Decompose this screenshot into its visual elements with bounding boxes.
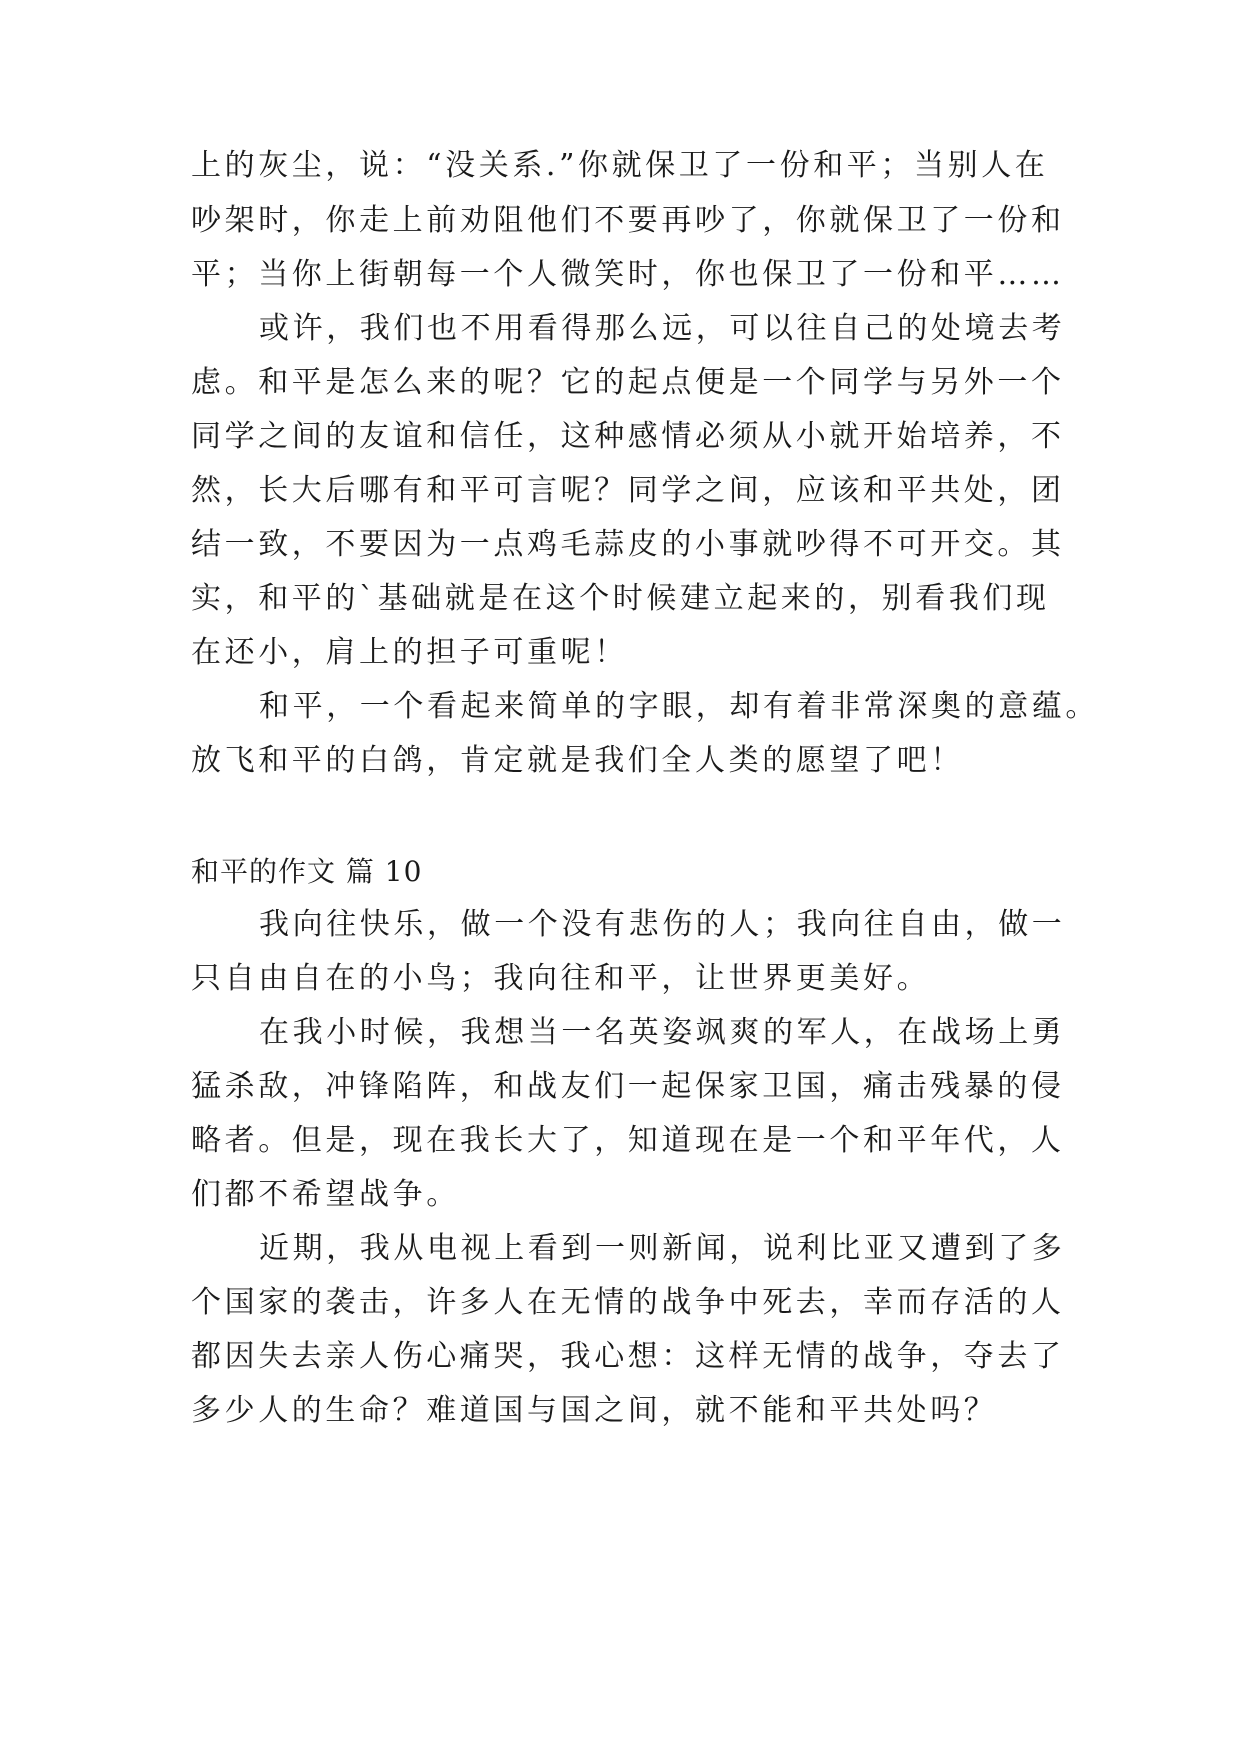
paragraph-line: 或许，我们也不用看得那么远，可以往自己的处境去考 <box>259 311 1066 346</box>
paragraph-line: 上的灰尘，说：“没关系.”你就保卫了一份和平；当别人在 <box>191 148 1049 183</box>
paragraph-line: 然，长大后哪有和平可言呢？同学之间，应该和平共处，团 <box>191 473 1065 508</box>
paragraph-line: 平；当你上街朝每一个人微笑时，你也保卫了一份和平…… <box>191 257 1065 292</box>
paragraph-line: 在我小时候，我想当一名英姿飒爽的军人，在战场上勇 <box>259 1015 1066 1050</box>
paragraph-line: 放飞和平的白鸽，肯定就是我们全人类的愿望了吧！ <box>191 743 964 778</box>
paragraph-line: 在还小，肩上的担子可重呢！ <box>191 635 628 670</box>
paragraph-line: 近期，我从电视上看到一则新闻，说利比亚又遭到了多 <box>259 1231 1066 1266</box>
paragraph-line: 我向往快乐，做一个没有悲伤的人；我向往自由，做一 <box>259 907 1066 942</box>
paragraph-line: 只自由自在的小鸟；我向往和平，让世界更美好。 <box>191 961 931 996</box>
paragraph-line: 多少人的生命？难道国与国之间，就不能和平共处吗？ <box>191 1393 998 1428</box>
paragraph-line: 略者。但是，现在我长大了，知道现在是一个和平年代，人 <box>191 1123 1065 1158</box>
paragraph-line: 实，和平的`基础就是在这个时候建立起来的，别看我们现 <box>191 581 1050 616</box>
paragraph-line: 和平，一个看起来简单的字眼，却有着非常深奥的意蕴。 <box>259 689 1099 724</box>
paragraph-line: 吵架时，你走上前劝阻他们不要再吵了，你就保卫了一份和 <box>191 203 1065 238</box>
paragraph-line: 都因失去亲人伤心痛哭，我心想：这样无情的战争，夺去了 <box>191 1339 1065 1374</box>
paragraph-line: 们都不希望战争。 <box>191 1177 460 1212</box>
paragraph-line: 猛杀敌，冲锋陷阵，和战友们一起保家卫国，痛击残暴的侵 <box>191 1069 1065 1104</box>
section-heading: 和平的作文 篇 10 <box>191 855 423 888</box>
paragraph-line: 结一致，不要因为一点鸡毛蒜皮的小事就吵得不可开交。其 <box>191 527 1065 562</box>
paragraph-line: 虑。和平是怎么来的呢？它的起点便是一个同学与另外一个 <box>191 365 1065 400</box>
paragraph-line: 个国家的袭击，许多人在无情的战争中死去，幸而存活的人 <box>191 1285 1065 1320</box>
paragraph-line: 同学之间的友谊和信任，这种感情必须从小就开始培养，不 <box>191 419 1065 454</box>
